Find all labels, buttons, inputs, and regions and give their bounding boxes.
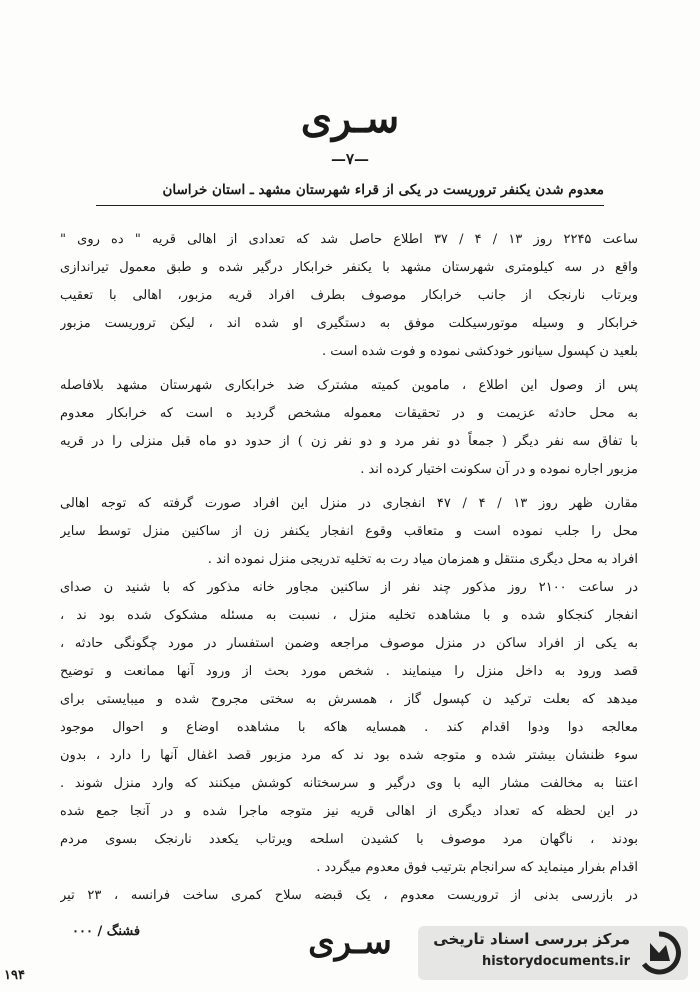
body-line: ویرتاب نارنجک از جانب خرابکار موصوف بطرف افراد قریه مزبور، اهالی با تعقیب: [60, 288, 638, 303]
continuation-text: فشنگ / ۰۰۰: [72, 924, 141, 939]
body-line: محل را جلب نموده است و متعاقب وقوع انفجار یکنفر زن از ساکنین منزل توسط سایر: [60, 524, 638, 539]
body-line: در بازرسی بدنی از تروریست معدوم ، یک قبضه سلاح کمری ساخت فرانسه ، ۲۳ تیر: [60, 888, 638, 903]
watermark-name: مرکز بررسی اسناد تاریخی: [433, 930, 630, 948]
archive-logo-icon: [636, 931, 682, 975]
archive-watermark: [418, 926, 688, 980]
body-line: مقارن ظهر روز ۱۳ / ۴ / ۴۷ انفجاری در منزل این افراد صورت گرفته که توجه اهالی: [60, 496, 638, 511]
page-number: —٧—: [330, 150, 370, 168]
body-line: قصد ورود به داخل منزل را مینمایند . شخص مورد بحث از ورود آنها ممانعت و توضیح: [60, 664, 638, 679]
body-line: در ساعت ۲۱۰۰ روز مذکور چند نفر از ساکنین مجاور خانه مذکور که با شنید ن صدای: [60, 580, 638, 595]
body-line: پس از وصول این اطلاع ، ماموین کمیته مشترک ضد خرابکاری شهرستان مشهد بلافاصله: [60, 378, 638, 393]
body-line: معالجه دوا ودوا اقدام کند . همسایه هاکه با مشاهده اوضاع و احوال موجود: [60, 720, 638, 735]
watermark-url: historydocuments.ir: [481, 954, 630, 969]
body-line: مزبور اجاره نموده و در آن سکونت اختیار کرده اند .: [360, 462, 638, 477]
body-line: با تفاق سه نفر دیگر ( جمعاً دو نفر مرد و دو نفر زن ) از حدود دو ماه قبل منزلی را در قریه: [60, 434, 638, 449]
body-line: بلعید ن کپسول سیانور خودکشی نموده و فوت شده است .: [321, 344, 638, 359]
body-line: به یکی از افراد ساکن در منزل موصوف مراجعه وضمن استفسار در مورد چگونگی حادثه ،: [60, 636, 638, 651]
body-line: میدهد که بعلت ترکید ن کپسول گاز ، همسرش به سختی مجروح شده و میبایستی برای: [60, 692, 638, 707]
body-line: خرابکار و وسیله موتورسیکلت موفق به دستگیری او شده اند ، لیکن تروریست مزبور: [60, 316, 638, 331]
document-title: معدوم شدن یکنفر تروریست در یکی از قراء شهرستان مشهد ـ استان خراسان: [162, 182, 604, 198]
body-line: اعتنا به مخالفت مشار الیه با وی درگیر و سرسختانه کوشش میکنند که وارد منزل شوند .: [60, 776, 638, 791]
document-body: [60, 226, 638, 910]
body-line: سوء ظنشان بیشتر شده و متوجه شده بود ند که مرد مزبور قصد اغفال آنها را دارد ، بدون: [60, 748, 638, 763]
body-line: انفجار کنجکاو شده و با مشاهده تخلیه منزل ، نسبت به مسئله مشکوک شده بود ند ،: [60, 608, 638, 623]
body-line: واقع در سه کیلومتری شهرستان مشهد با یکنفر خرابکار درگیر شده و طبق معمول تیراندازی: [60, 260, 638, 275]
body-line: اقدام بفرار مینماید که سرانجام بترتیب فوق معدوم میگردد .: [316, 860, 638, 875]
body-line: به محل حادثه عزیمت و در تحقیقات معموله مشخص گردید ه است که خرابکار معدوم: [60, 406, 638, 421]
body-line: در این لحظه که تعداد دیگری از اهالی قریه نیز متوجه ماجرا شده و در آنجا جمع شده: [60, 804, 638, 819]
classification-stamp-top: سـری: [300, 95, 400, 142]
body-line: ساعت ۲۲۴۵ روز ۱۳ / ۴ / ۳۷ اطلاع حاصل شد که تعدادی از اهالی قریه " ده روی ": [60, 232, 638, 247]
body-line: بودند ، ناگهان مرد موصوف با کشیدن اسلحه ویرتاب یکعدد نارنجک بسوی مردم: [60, 832, 638, 847]
classification-stamp-bottom: سـری: [308, 922, 392, 962]
archive-number: ۱۹۴: [4, 968, 25, 983]
title-underline: [96, 205, 604, 206]
body-line: افراد به محل دیگری منتقل و همزمان میاد رت به تخلیه تدریجی منزل نموده اند .: [207, 552, 638, 567]
